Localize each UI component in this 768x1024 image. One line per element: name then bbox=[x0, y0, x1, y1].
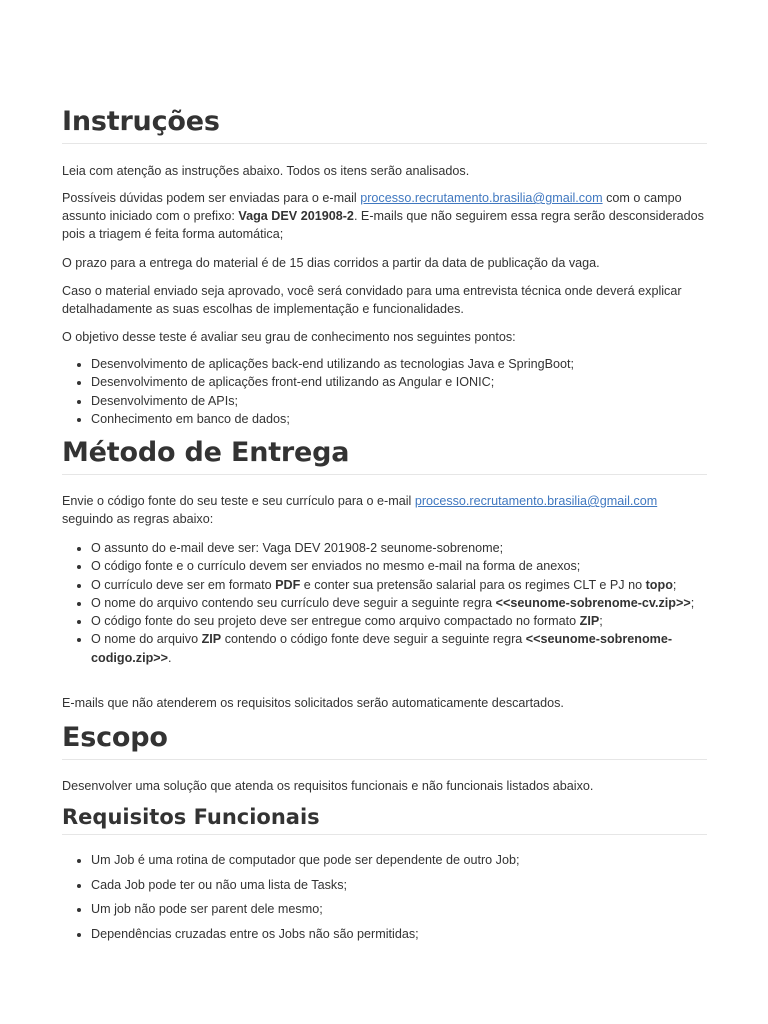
heading-requisitos: Requisitos Funcionais bbox=[62, 805, 707, 835]
email-link-duvidas[interactable]: processo.recrutamento.brasilia@gmail.com bbox=[360, 191, 603, 205]
instrucoes-intro: Leia com atenção as instruções abaixo. Todos os itens serão analisados. bbox=[62, 164, 470, 178]
list-item: • O código fonte do seu projeto deve ser entregue como arquivo compactado no formato ZIP; bbox=[91, 612, 736, 630]
prefix-text: Vaga DEV 201908-2 bbox=[238, 209, 354, 223]
list-item: • O assunto do e-mail deve ser: Vaga DEV 201908-2 seunome-sobrenome; bbox=[91, 539, 736, 557]
instrucoes-aprovacao: Caso o material enviado seja aprovado, você será convidado para uma entrevista técnica onde deverá explicar detalhadamente as suas escolhas de implementação e funcionalidades. bbox=[62, 284, 682, 316]
list-item: • O código fonte e o currículo devem ser enviados no mesmo e-mail na forma de anexos; bbox=[91, 557, 736, 575]
instrucoes-objetivo: O objetivo desse teste é avaliar seu grau de conhecimento nos seguintes pontos: bbox=[62, 330, 516, 344]
instrucoes-duvidas: Possíveis dúvidas podem ser enviadas para o e-mail processo.recrutamento.brasilia@gmail.com com o campo assunto iniciado com o prefixo: Vaga DEV 201908-2. E-mails que não seguirem essa regra serão desconsiderados pois a triagem é feita forma automática; bbox=[62, 191, 704, 241]
list-item: • O nome do arquivo ZIP contendo o código fonte deve seguir a seguinte regra <<seunome-sobrenome-codigo.zip>>. bbox=[91, 630, 736, 667]
heading-escopo: Escopo bbox=[62, 722, 707, 760]
objetivo-list bbox=[62, 355, 736, 428]
section-metodo bbox=[62, 437, 707, 475]
list-item: • O nome do arquivo contendo seu currículo deve seguir a seguinte regra <<seunome-sobrenome-cv.zip>>; bbox=[91, 594, 736, 612]
section-requisitos bbox=[62, 805, 707, 835]
list-item: • Cada Job pode ter ou não uma lista de Tasks; bbox=[91, 876, 736, 894]
section-escopo bbox=[62, 722, 707, 760]
list-item: • O currículo deve ser em formato PDF e conter sua pretensão salarial para os regimes CLT e PJ no topo; bbox=[91, 576, 736, 594]
email-link-entrega[interactable]: processo.recrutamento.brasilia@gmail.com bbox=[414, 494, 658, 508]
regras-list bbox=[62, 539, 736, 667]
list-item: • Conhecimento em banco de dados; bbox=[91, 410, 736, 428]
instrucoes-prazo: O prazo para a entrega do material é de 15 dias corridos a partir da data de publicação da vaga. bbox=[62, 256, 600, 270]
requisitos-list bbox=[62, 851, 736, 950]
list-item: • Desenvolvimento de aplicações back-end utilizando as tecnologias Java e SpringBoot; bbox=[91, 355, 736, 373]
metodo-descarte: E-mails que não atenderem os requisitos solicitados serão automaticamente descartados. bbox=[62, 696, 564, 710]
escopo-intro: Desenvolver uma solução que atenda os requisitos funcionais e não funcionais listados abaixo. bbox=[62, 779, 594, 793]
list-item: • Um Job é uma rotina de computador que pode ser dependente de outro Job; bbox=[91, 851, 736, 869]
metodo-intro: Envie o código fonte do seu teste e seu currículo para o e-mail processo.recrutamento.brasilia@gmail.com seguindo as regras abaixo: bbox=[62, 494, 658, 526]
list-item: • Dependências cruzadas entre os Jobs não são permitidas; bbox=[91, 925, 736, 943]
list-item: • Desenvolvimento de APIs; bbox=[91, 392, 736, 410]
list-item: • Desenvolvimento de aplicações front-end utilizando as Angular e IONIC; bbox=[91, 373, 736, 391]
heading-metodo: Método de Entrega bbox=[62, 437, 707, 475]
list-item: • Um job não pode ser parent dele mesmo; bbox=[91, 900, 736, 918]
section-instrucoes bbox=[62, 106, 707, 144]
heading-instrucoes: Instruções bbox=[62, 106, 707, 144]
